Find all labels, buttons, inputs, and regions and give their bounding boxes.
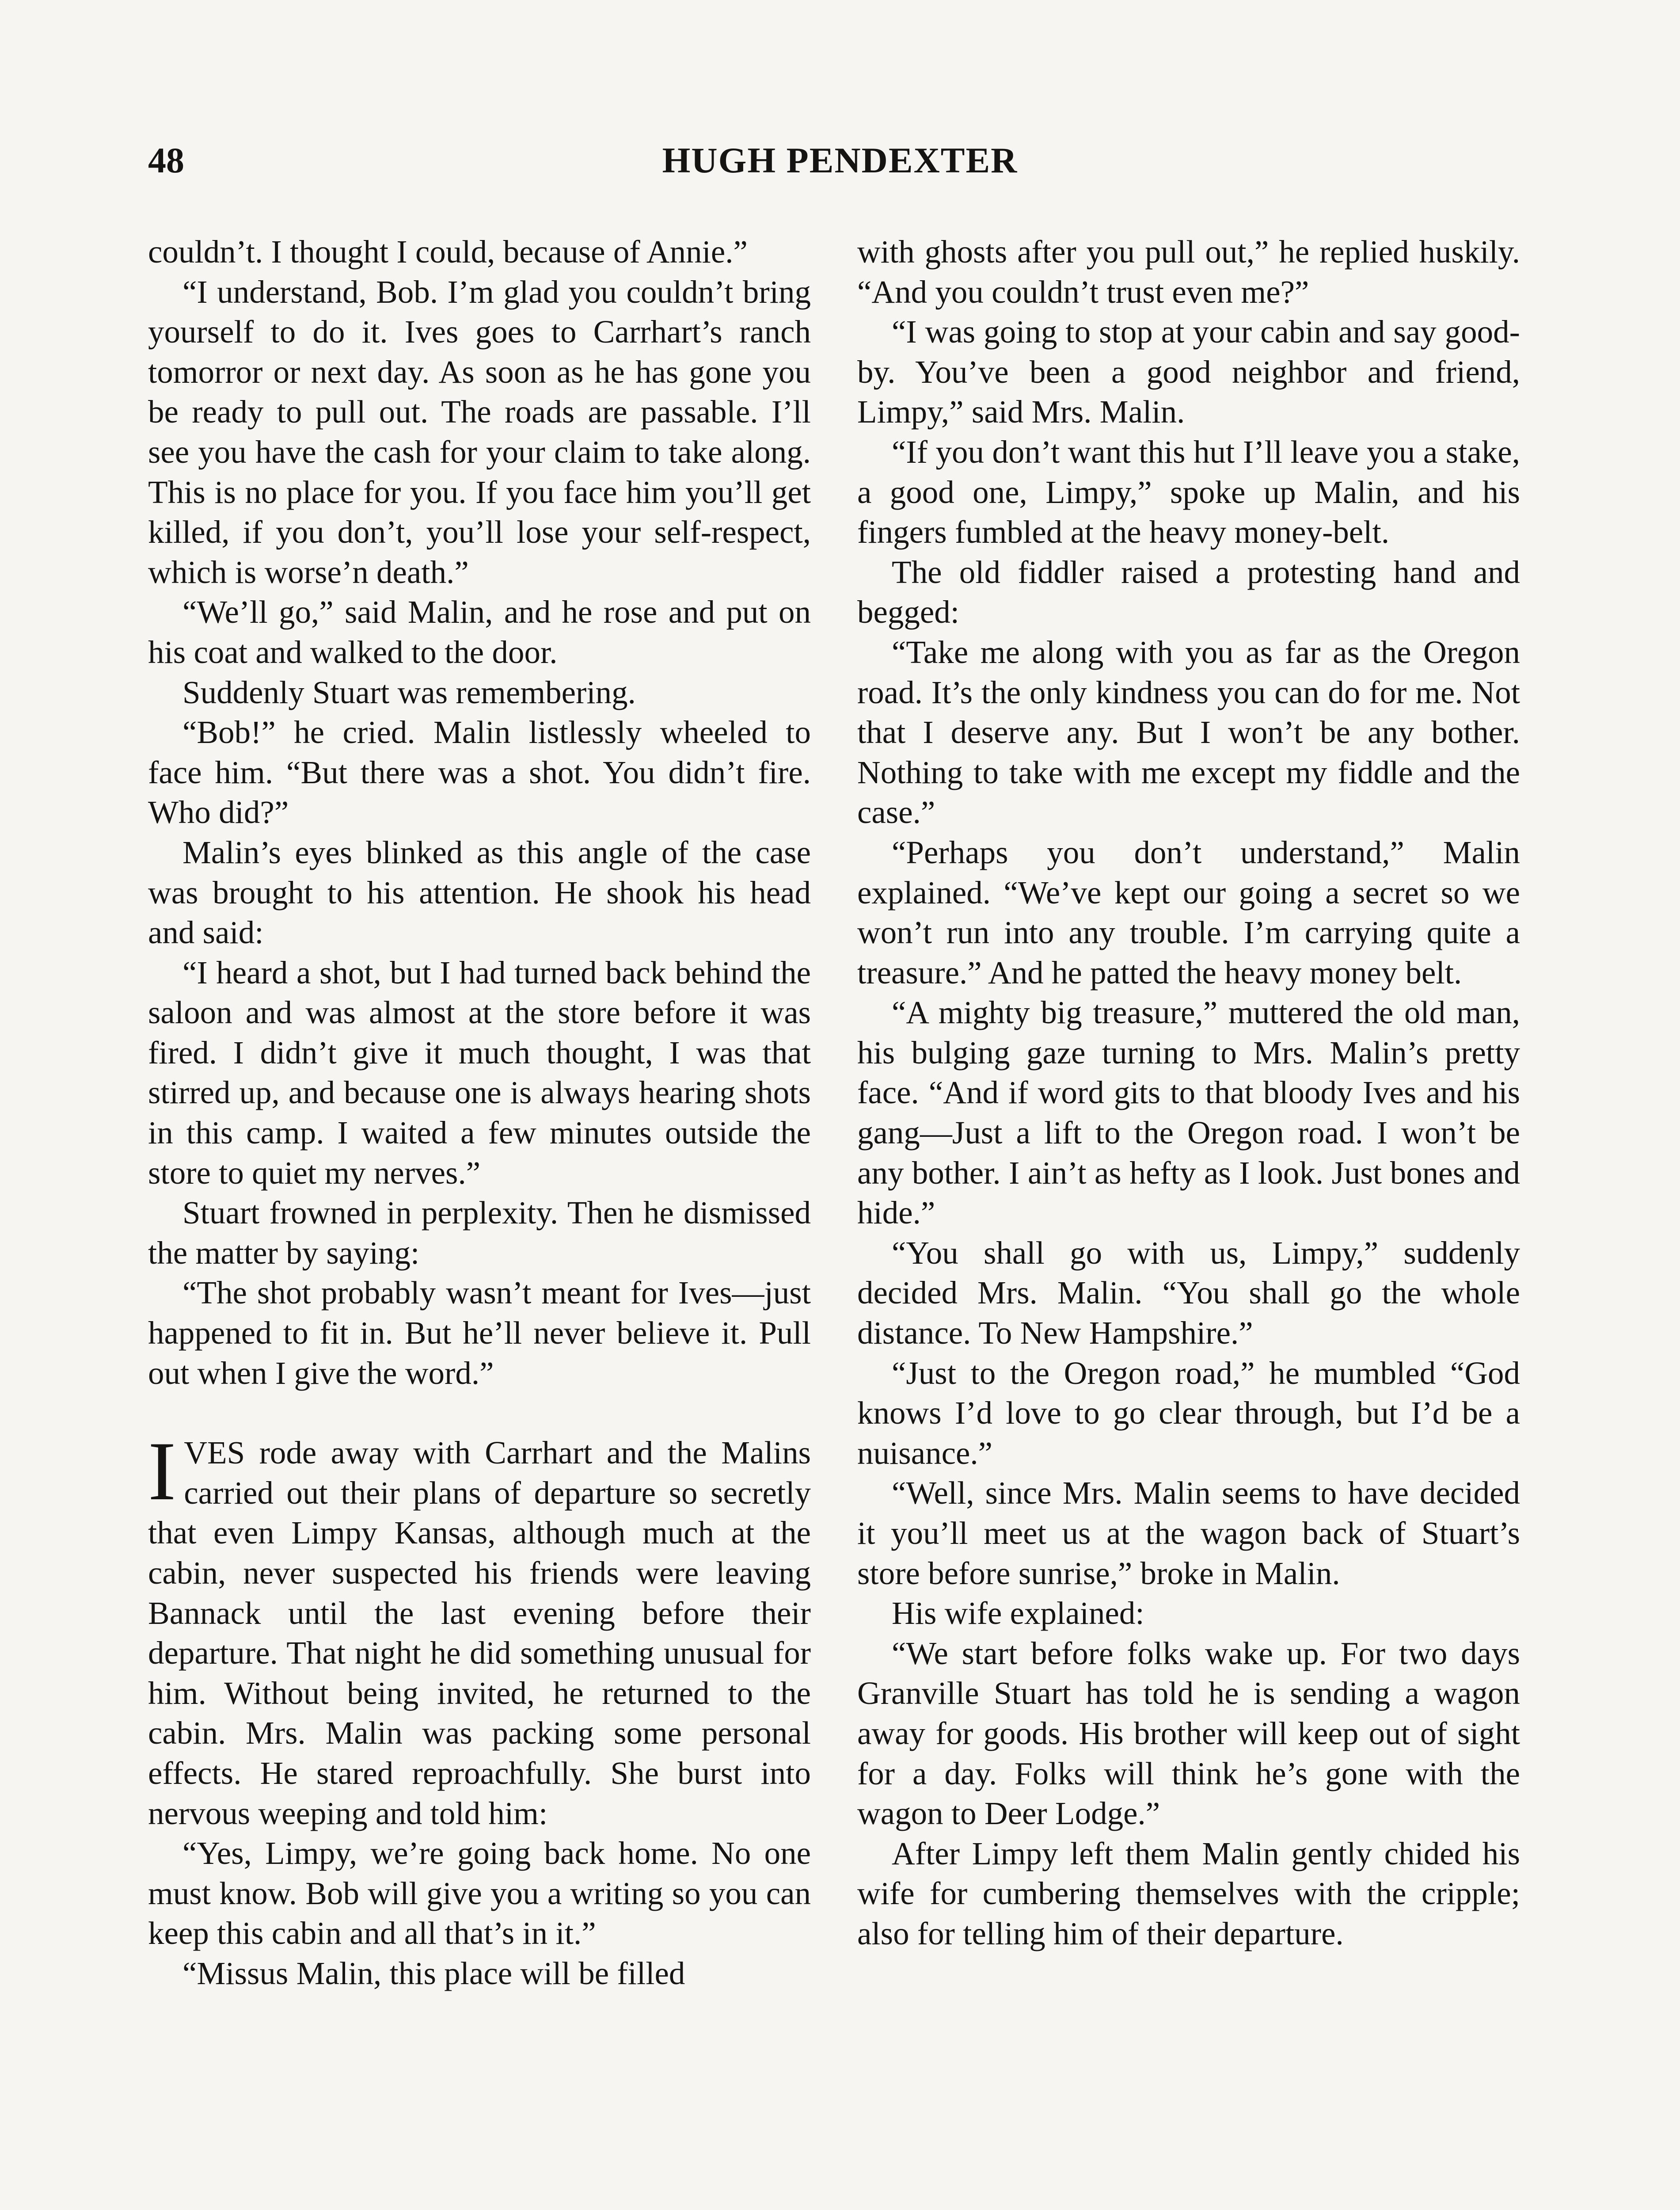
paragraph: “Yes, Limpy, we’re going back home. No one must know. Bob will give you a writing so you can keep this cabin and all that’s in it.” xyxy=(148,1835,811,1951)
section-text: VES rode away with Carrhart and the Malins carried out their plans of departure so secretly that even Limpy Kansas, although much at the cabin, never suspected his friends were leaving Bannack until the last evening before their departure. That night he did something unusual for him. Without being invited, he returned to the cabin. Mrs. Malin was packing some personal effects. He stared reproachfully. She burst into nervous weeping and told him: xyxy=(148,1435,811,1831)
paragraph: with ghosts after you pull out,” he replied huskily. “And you couldn’t trust even me?” xyxy=(857,234,1520,310)
paragraph: “A mighty big treasure,” muttered the old man, his bulging gaze turning to Mrs. Malin’s pretty face. “And if word gits to that bloody Ives and his gang—Just a lift to the Oregon road. I won’t be any bother. I ain’t as hefty as I look. Just bones and hide.” xyxy=(857,994,1520,1231)
paragraph: “Perhaps you don’t understand,” Malin explained. “We’ve kept our going a secret so we won’t run into any trouble. I’m carrying quite a treasure.” And he patted the heavy money belt. xyxy=(857,834,1520,991)
section-start-paragraph xyxy=(148,1425,811,1833)
paragraph: “You shall go with us, Limpy,” suddenly decided Mrs. Malin. “You shall go the whole distance. To New Hampshire.” xyxy=(857,1235,1520,1351)
paragraph: The old fiddler raised a protesting hand and begged: xyxy=(857,554,1520,630)
paragraph: “I understand, Bob. I’m glad you couldn’t bring yourself to do it. Ives goes to Carrhart’s ranch tomorror or next day. As soon as he has gone you be ready to pull out. The roads are passable. I’ll see you have the cash for your claim to take along. This is no place for you. If you face him you’ll get killed, if you don’t, you’ll lose your self-respect, which is worse’n death.” xyxy=(148,274,811,590)
paragraph: “I heard a shot, but I had turned back behind the saloon and was almost at the store before it was fired. I didn’t give it much thought, I was that stirred up, and because one is always hearing shots in this camp. I waited a few minutes outside the store to quiet my nerves.” xyxy=(148,954,811,1191)
paragraph: “Well, since Mrs. Malin seems to have decided it you’ll meet us at the wagon back of Stuart’s store before sunrise,” broke in Malin. xyxy=(857,1475,1520,1591)
paragraph: couldn’t. I thought I could, because of Annie.” xyxy=(148,234,748,270)
paragraph: Malin’s eyes blinked as this angle of the case was brought to his attention. He shook his head and said: xyxy=(148,834,811,951)
paragraph: After Limpy left them Malin gently chided his wife for cumbering themselves with the cripple; also for telling him of their departure. xyxy=(857,1835,1520,1951)
paragraph: Suddenly Stuart was remembering. xyxy=(182,674,636,710)
running-head: HUGH PENDEXTER xyxy=(662,140,1018,180)
left-column xyxy=(148,232,811,1994)
paragraph: His wife explained: xyxy=(892,1595,1144,1631)
paragraph: “We’ll go,” said Malin, and he rose and put on his coat and walked to the door. xyxy=(148,594,811,670)
paragraph: “If you don’t want this hut I’ll leave you a stake, a good one, Limpy,” spoke up Malin, and his fingers fumbled at the heavy money-belt. xyxy=(857,434,1520,550)
paragraph: “We start before folks wake up. For two days Granville Stuart has told he is sending a wagon away for goods. His brother will keep out of sight for a day. Folks will think he’s gone with the wagon to Deer Lodge.” xyxy=(857,1635,1520,1832)
paragraph: Stuart frowned in perplexity. Then he dismissed the matter by saying: xyxy=(148,1195,811,1271)
page-number: 48 xyxy=(148,140,184,180)
paragraph: “Missus Malin, this place will be filled xyxy=(182,1955,685,1991)
paragraph: “The shot probably wasn’t meant for Ives—just happened to fit in. But he’ll never believe it. Pull out when I give the word.” xyxy=(148,1275,811,1391)
paragraph: “Just to the Oregon road,” he mumbled “God knows I’d love to go clear through, but I’d be a nuisance.” xyxy=(857,1355,1520,1471)
paragraph: “Take me along with you as far as the Oregon road. It’s the only kindness you can do for me. Not that I deserve any. But I won’t be any bother. Nothing to take with me except my fiddle and the case.” xyxy=(857,634,1520,831)
drop-cap: I xyxy=(148,1425,176,1518)
right-column xyxy=(857,232,1520,1954)
paragraph: “I was going to stop at your cabin and say good-by. You’ve been a good neighbor and friend, Limpy,” said Mrs. Malin. xyxy=(857,314,1520,430)
paragraph: “Bob!” he cried. Malin listlessly wheeled to face him. “But there was a shot. You didn’t fire. Who did?” xyxy=(148,714,811,831)
